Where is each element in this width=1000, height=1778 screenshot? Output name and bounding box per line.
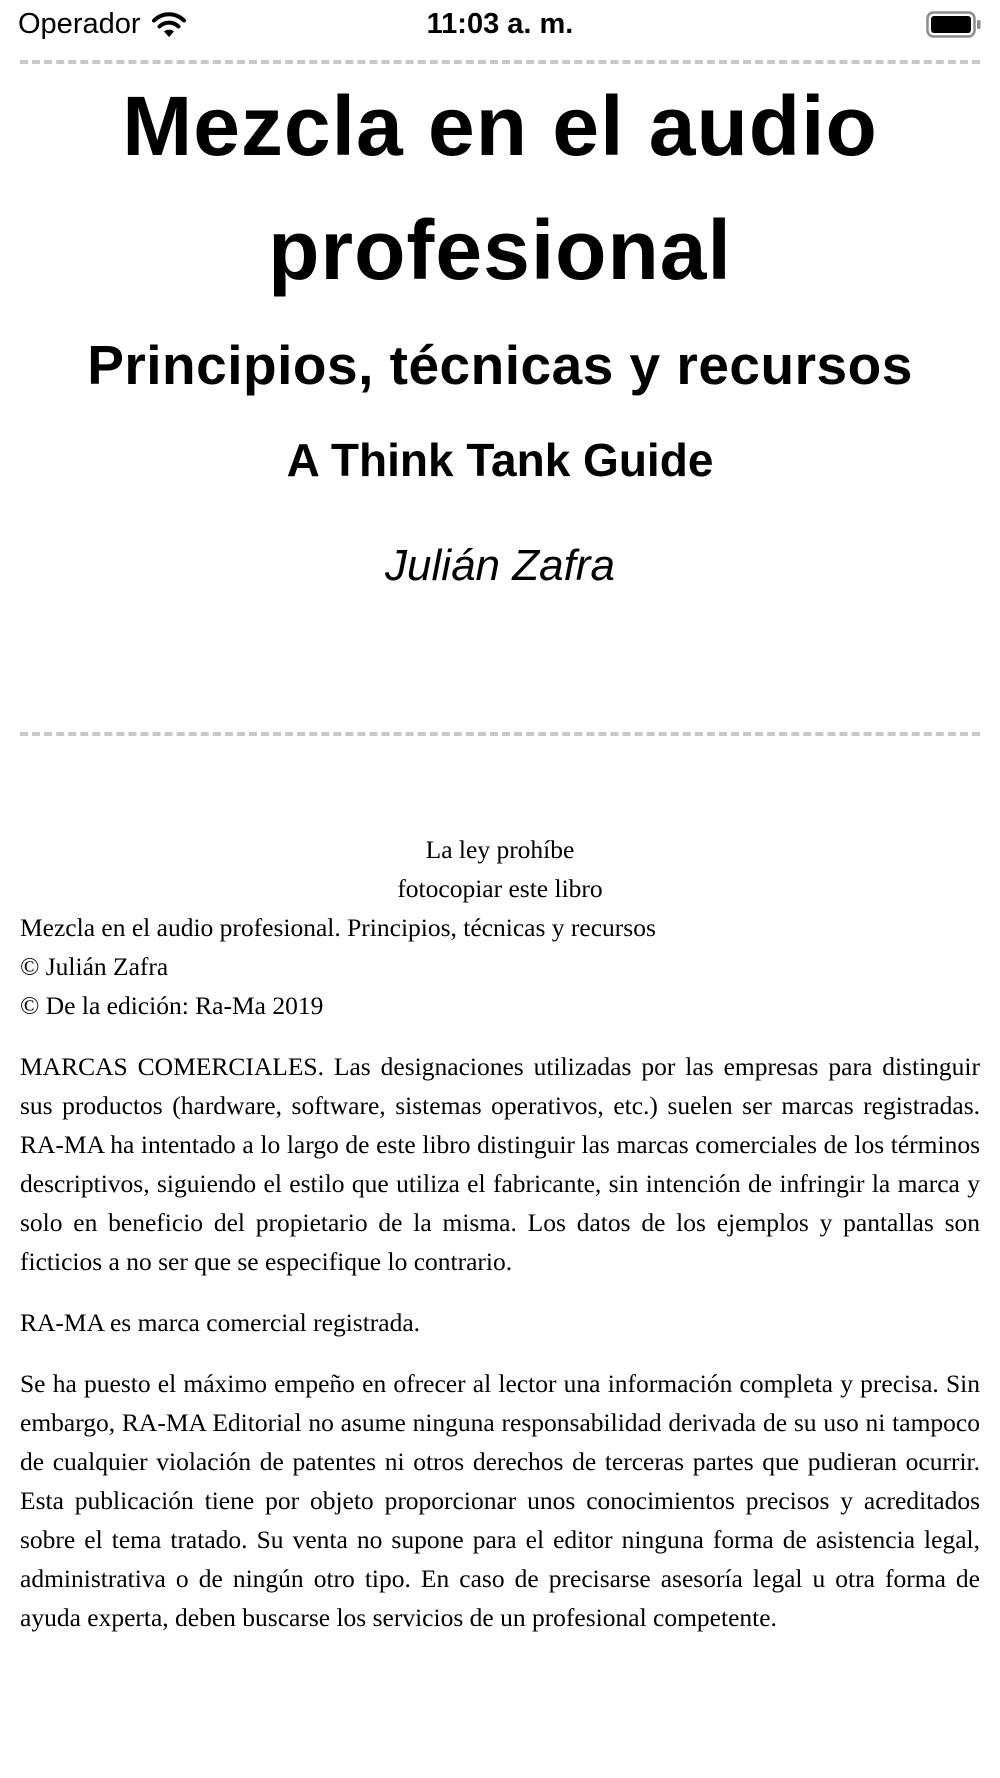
legal-notice-line1: La ley prohíbe	[425, 835, 575, 864]
legal-notice-line2: fotocopiar este libro	[397, 874, 603, 903]
series-name: A Think Tank Guide	[286, 434, 714, 486]
copyright-edition: © De la edición: Ra-Ma 2019	[20, 991, 324, 1020]
book-title: Mezcla en el audio profesional	[122, 79, 878, 297]
status-bar	[0, 0, 1000, 50]
status-time: 11:03 a. m.	[426, 8, 574, 40]
carrier-label: Operador	[18, 8, 141, 40]
page-divider-bottom	[20, 732, 980, 736]
battery-full-icon	[926, 11, 982, 38]
disclaimer-paragraph: Se ha puesto el máximo empeño en ofrecer al lector una información completa y precisa. Sin embargo, RA-MA Editorial no asume ninguna responsabilidad derivada de su uso ni tampoco de cualquier violación de patentes ni otros derechos de terceras partes que pudieran ocurrir. Esta publicación tiene por objeto proporcionar unos conocimientos precisos y acreditados sobre el tema tratado. Su venta no supone para el editor ninguna forma de asistencia legal, administrativa o de ningún otro tipo. En caso de precisarse asesoría legal u otra forma de ayuda experta, deben buscarse los servicios de un profesional competente.	[20, 1369, 980, 1632]
registered-trademark-paragraph: RA-MA es marca comercial registrada.	[20, 1308, 421, 1337]
full-title-line: Mezcla en el audio profesional. Principios, técnicas y recursos	[20, 913, 656, 942]
title-page	[20, 64, 980, 596]
author-name: Julián Zafra	[385, 541, 615, 590]
trademarks-paragraph: MARCAS COMERCIALES. Las designaciones utilizadas por las empresas para distinguir sus productos (hardware, software, sistemas operativos, etc.) suelen ser marcas registradas. RA-MA ha intentado a lo largo de este libro distinguir las marcas comerciales de los términos descriptivos, siguiendo el estilo que utiliza el fabricante, sin intención de infringir la marca y solo en beneficio del propietario de la misma. Los datos de los ejemplos y pantallas son ficticios a no ser que se especifique lo contrario.	[20, 1052, 980, 1276]
copyright-page	[20, 830, 980, 1637]
copyright-author: © Julián Zafra	[20, 952, 169, 981]
book-subtitle: Principios, técnicas y recursos	[87, 334, 913, 396]
